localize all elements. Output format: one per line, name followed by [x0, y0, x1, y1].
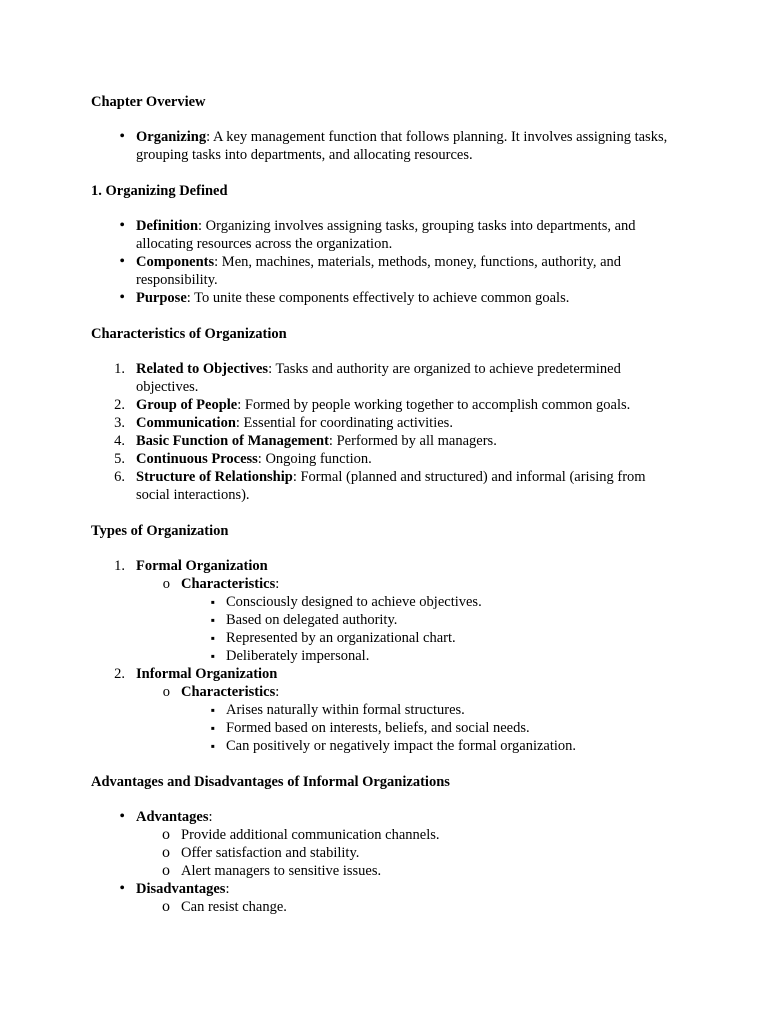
item-text: : Tasks and authority are organized to achieve predetermined objectives.: [136, 361, 621, 395]
bullet-icon: [91, 253, 125, 271]
list-item: [91, 396, 678, 414]
point-text: Arises naturally within formal structures.: [226, 702, 465, 718]
item-term: Definition: [136, 218, 199, 234]
circle-bullet-icon: [136, 826, 170, 844]
list-item: [91, 128, 678, 164]
item-colon: :: [225, 881, 230, 897]
circle-bullet-icon: [136, 862, 170, 880]
item-number: 1.: [114, 558, 125, 574]
item-number: 2.: [114, 666, 125, 682]
section-heading-characteristics: Characteristics of Organization: [91, 326, 287, 342]
item-term: Disadvantages: [136, 881, 226, 897]
point-item: [91, 611, 678, 629]
sub-term: Characteristics: [181, 684, 276, 700]
sub-text: Provide additional communication channels.: [181, 827, 440, 843]
section-heading-types: Types of Organization: [91, 523, 229, 539]
advantages-sublist: [91, 826, 678, 880]
square-bullet-icon: [181, 647, 215, 665]
square-bullet-icon: [181, 737, 215, 755]
list-item-informal: [91, 665, 678, 755]
sub-colon: :: [275, 684, 280, 700]
list-item-disadvantages: [91, 880, 678, 916]
list-item: [91, 468, 678, 504]
item-term: Advantages: [136, 809, 209, 825]
item-text: : Men, machines, materials, methods, money, functions, authority, and responsibility.: [136, 254, 622, 288]
item-text: : To unite these components effectively to achieve common goals.: [186, 290, 570, 306]
item-text: : A key management function that follows planning. It involves assigning tasks, grouping tasks into departments, and allocating resources.: [136, 129, 668, 163]
types-list: [91, 557, 678, 755]
point-item: [91, 701, 678, 719]
item-text: : Formal (planned and structured) and informal (arising from social interactions).: [136, 469, 646, 503]
advdis-list: [91, 808, 678, 916]
list-item: [91, 450, 678, 468]
sub-text: Alert managers to sensitive issues.: [181, 863, 382, 879]
item-title: Informal Organization: [136, 666, 278, 682]
item-number: 4.: [114, 433, 125, 449]
point-text: Formed based on interests, beliefs, and social needs.: [226, 720, 530, 736]
item-term: Components: [136, 254, 215, 270]
circle-bullet-icon: [136, 898, 170, 916]
item-term: Purpose: [136, 290, 187, 306]
point-text: Based on delegated authority.: [226, 612, 398, 628]
point-item: [91, 719, 678, 737]
bullet-icon: [91, 217, 125, 235]
bullet-icon: [91, 880, 125, 898]
bullet-icon: [91, 128, 125, 146]
item-text: : Organizing involves assigning tasks, grouping tasks into departments, and allocating resources across the organization.: [136, 218, 636, 252]
square-bullet-icon: [181, 629, 215, 647]
bullet-icon: [91, 808, 125, 826]
item-term: Related to Objectives: [136, 361, 269, 377]
point-text: Can positively or negatively impact the formal organization.: [226, 738, 577, 754]
item-number: 6.: [114, 469, 125, 485]
item-colon: :: [208, 809, 213, 825]
item-term: Communication: [136, 415, 236, 431]
list-item: [91, 432, 678, 450]
item-title: Formal Organization: [136, 558, 268, 574]
sub-term: Characteristics: [181, 576, 276, 592]
sub-item: [91, 844, 678, 862]
square-bullet-icon: [181, 719, 215, 737]
list-item: [91, 289, 678, 307]
circle-bullet-icon: [136, 844, 170, 862]
item-term: Continuous Process: [136, 451, 258, 467]
point-item: [91, 737, 678, 755]
list-item: [91, 360, 678, 396]
item-number: 1.: [114, 361, 125, 377]
bullet-icon: [91, 289, 125, 307]
square-bullet-icon: [181, 611, 215, 629]
point-text: Deliberately impersonal.: [226, 648, 370, 664]
sub-item: [91, 575, 678, 665]
item-term: Organizing: [136, 129, 207, 145]
sub-text: Offer satisfaction and stability.: [181, 845, 360, 861]
point-item: [91, 647, 678, 665]
item-number: 3.: [114, 415, 125, 431]
item-text: : Essential for coordinating activities.: [235, 415, 453, 431]
point-text: Represented by an organizational chart.: [226, 630, 456, 646]
item-text: : Performed by all managers.: [328, 433, 497, 449]
list-item: [91, 253, 678, 289]
disadvantages-sublist: [91, 898, 678, 916]
section-heading-overview: Chapter Overview: [91, 94, 206, 110]
characteristics-list: [91, 360, 678, 504]
item-text: : Ongoing function.: [257, 451, 372, 467]
formal-points: [91, 593, 678, 665]
square-bullet-icon: [181, 593, 215, 611]
sub-colon: :: [275, 576, 280, 592]
item-number: 2.: [114, 397, 125, 413]
list-item-formal: [91, 557, 678, 665]
informal-sublist: [91, 683, 678, 755]
point-item: [91, 629, 678, 647]
item-text: : Formed by people working together to accomplish common goals.: [237, 397, 631, 413]
list-item-advantages: [91, 808, 678, 880]
sub-item: [91, 862, 678, 880]
square-bullet-icon: [181, 701, 215, 719]
circle-bullet-icon: [136, 683, 170, 701]
informal-points: [91, 701, 678, 755]
list-item: [91, 217, 678, 253]
point-text: Consciously designed to achieve objectives.: [226, 594, 482, 610]
circle-bullet-icon: [136, 575, 170, 593]
section-heading-defined: 1. Organizing Defined: [91, 183, 228, 199]
overview-list: [91, 128, 678, 164]
list-item: [91, 414, 678, 432]
item-term: Structure of Relationship: [136, 469, 293, 485]
sub-item: [91, 683, 678, 755]
sub-item: [91, 898, 678, 916]
section-heading-advdis: Advantages and Disadvantages of Informal Organizations: [91, 774, 450, 790]
defined-list: [91, 217, 678, 307]
point-item: [91, 593, 678, 611]
item-number: 5.: [114, 451, 125, 467]
item-term: Basic Function of Management: [136, 433, 329, 449]
formal-sublist: [91, 575, 678, 665]
sub-item: [91, 826, 678, 844]
item-term: Group of People: [136, 397, 238, 413]
sub-text: Can resist change.: [181, 899, 287, 915]
